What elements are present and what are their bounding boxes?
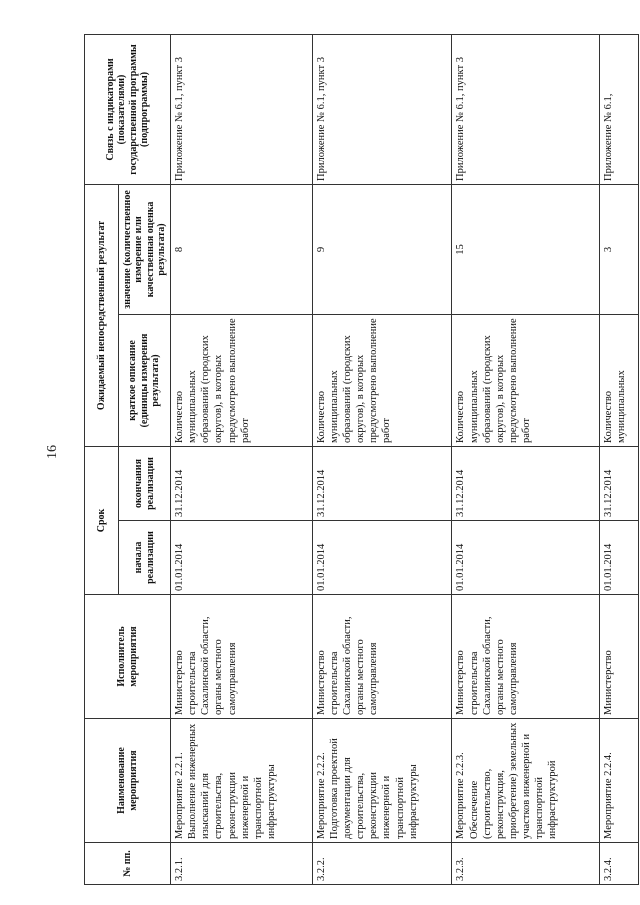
- table-row: [171, 34, 313, 884]
- table-row: [452, 34, 599, 884]
- cell-value: 9: [312, 184, 452, 314]
- cell-end: 31.12.2014: [599, 446, 638, 520]
- rotated-page: [84, 35, 639, 885]
- cell-name: Мероприятие 2.2.3. Обеспечение (строительство, реконструкция, приобретение) земельных участков инженерной и транспортной инфраструктурой: [452, 719, 599, 843]
- cell-name: Мероприятие 2.2.4.: [599, 719, 638, 843]
- header-end: окончания реализации: [119, 446, 171, 520]
- cell-link: Приложение № 6.1, пункт 3: [452, 34, 599, 184]
- header-expected: Ожидаемый непосредственный результат: [85, 184, 119, 446]
- cell-executor: Министерство строительства Сахалинской области, органы местного самоуправления: [171, 595, 313, 719]
- cell-start: 01.01.2014: [452, 521, 599, 595]
- cell-end: 31.12.2014: [452, 446, 599, 520]
- cell-start: 01.01.2014: [171, 521, 313, 595]
- cell-value: 3: [599, 184, 638, 314]
- cell-end: 31.12.2014: [312, 446, 452, 520]
- cell-num: 3.2.1.: [171, 843, 313, 885]
- cell-num: 3.2.2.: [312, 843, 452, 885]
- page-number: 16: [45, 445, 60, 459]
- cell-executor: Министерство строительства Сахалинской области, органы местного самоуправления: [312, 595, 452, 719]
- header-start: начала реализации: [119, 521, 171, 595]
- cell-start: 01.01.2014: [599, 521, 638, 595]
- header-name: Наименование мероприятия: [85, 719, 171, 843]
- header-link: Связь с индикаторами (показателями) государственной программы (подпрограммы): [85, 34, 171, 184]
- table-row: [312, 34, 452, 884]
- cell-desc: Количество муниципальных образований (городских округов), в которых предусмотрено выполнение работ: [171, 314, 313, 446]
- cell-desc: Количество муниципальных образований (городских округов), в которых предусмотрено выполнение работ: [452, 314, 599, 446]
- cell-start: 01.01.2014: [312, 521, 452, 595]
- cell-executor: Министерство: [599, 595, 638, 719]
- header-term: Срок: [85, 446, 119, 594]
- cell-name: Мероприятие 2.2.2. Подготовка проектной документации для строительства, реконструкции инженерной и транспортной инфраструктуры: [312, 719, 452, 843]
- cell-end: 31.12.2014: [171, 446, 313, 520]
- cell-desc: Количество муниципальных образований (городских округов), в которых предусмотрено выполнение работ: [312, 314, 452, 446]
- cell-link: Приложение № 6.1, пункт 3: [312, 34, 452, 184]
- cell-executor: Министерство строительства Сахалинской области, органы местного самоуправления: [452, 595, 599, 719]
- cell-value: 8: [171, 184, 313, 314]
- cell-name: Мероприятие 2.2.1. Выполнение инженерных изысканий для строительства, реконструкции инженерной и транспортной инфраструктуры: [171, 719, 313, 843]
- cell-num: 3.2.3.: [452, 843, 599, 885]
- table-row: [599, 34, 638, 884]
- cell-link: Приложение № 6.1, пункт 3: [171, 34, 313, 184]
- header-value: значение (количественное измерение или качественная оценка результата): [119, 184, 171, 314]
- header-desc: краткое описание (единицы измерения результата): [119, 314, 171, 446]
- cell-desc: Количество муниципальных: [599, 314, 638, 446]
- cell-num: 3.2.4.: [599, 843, 638, 885]
- cell-link: Приложение № 6.1,: [599, 34, 638, 184]
- header-executor: Исполнитель мероприятия: [85, 595, 171, 719]
- cell-value: 15: [452, 184, 599, 314]
- activities-table: [84, 34, 639, 885]
- header-num: № пп.: [85, 843, 171, 885]
